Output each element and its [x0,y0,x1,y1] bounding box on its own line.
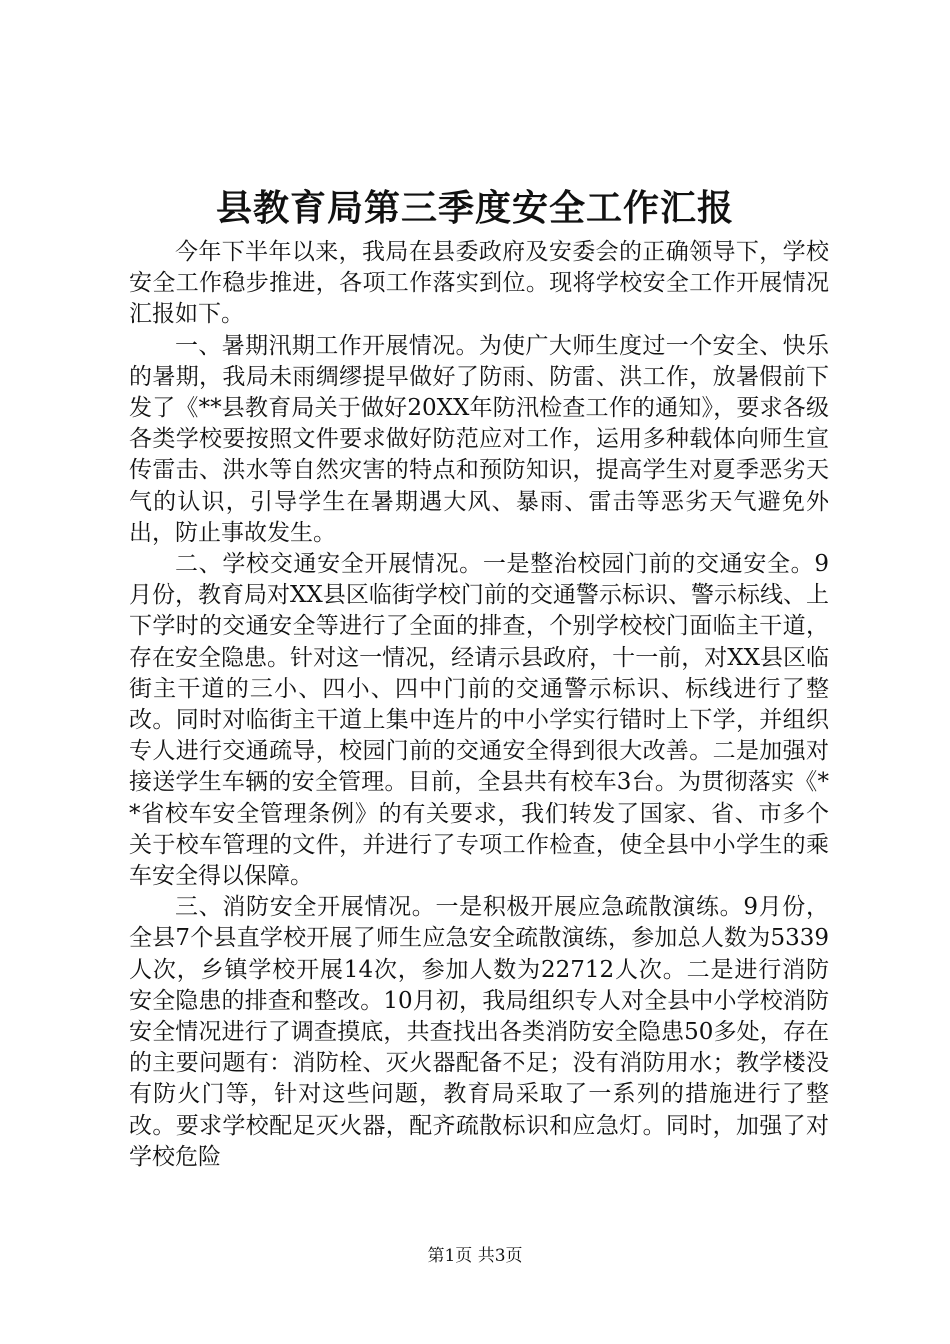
paragraph-flood-season: 一、暑期汛期工作开展情况。为使广大师生度过一个安全、快乐的暑期，我局未雨绸缪提早做好了防雨、防雷、洪工作，放暑假前下发了《**县教育局关于做好20XX年防汛检查工作的通知》，要求各级各类学校要按照文件要求做好防范应对工作，运用多种载体向师生宣传雷击、洪水等自然灾害的特点和预防知识，提高学生对夏季恶劣天气的认识，引导学生在暑期遇大风、暴雨、雷击等恶劣天气避免外出，防止事故发生。 [129,332,829,546]
paragraph-traffic-safety: 二、学校交通安全开展情况。一是整治校园门前的交通安全。9月份，教育局对XX县区临街学校门前的交通警示标识、警示标线、上下学时的交通安全等进行了全面的排查，个别学校校门面临主干道，存在安全隐患。针对这一情况，经请示县政府，十一前，对XX县区临街主干道的三小、四小、四中门前的交通警示标识、标线进行了整改。同时对临街主干道上集中连片的中小学实行错时上下学，并组织专人进行交通疏导，校园门前的交通安全得到很大改善。二是加强对接送学生车辆的安全管理。目前，全县共有校车3台。为贯彻落实《**省校车安全管理条例》的有关要求，我们转发了国家、省、市多个关于校车管理的文件，并进行了专项工作检查，使全县中小学生的乘车安全得以保障。 [129,551,829,890]
page-number-footer: 第1页 共3页 [427,1246,523,1266]
document-body [129,237,829,1173]
document-title: 县教育局第三季度安全工作汇报 [215,187,734,229]
paragraph-fire-safety: 三、消防安全开展情况。一是积极开展应急疏散演练。9月份，全县7个县直学校开展了师生应急安全疏散演练，参加总人数为5339人次，乡镇学校开展14次，参加人数为22712人次。二是进行消防安全隐患的排查和整改。10月初，我局组织专人对全县中小学校消防安全情况进行了调查摸底，共查找出各类消防安全隐患50多处，存在的主要问题有：消防栓、灭火器配备不足；没有消防用水；教学楼没有防火门等，针对这些问题，教育局采取了一系列的措施进行了整改。要求学校配足灭火器，配齐疏散标识和应急灯。同时，加强了对学校危险 [129,894,829,1170]
paragraph-intro: 今年下半年以来，我局在县委政府及安委会的正确领导下，学校安全工作稳步推进，各项工作落实到位。现将学校安全工作开展情况汇报如下。 [129,239,829,328]
